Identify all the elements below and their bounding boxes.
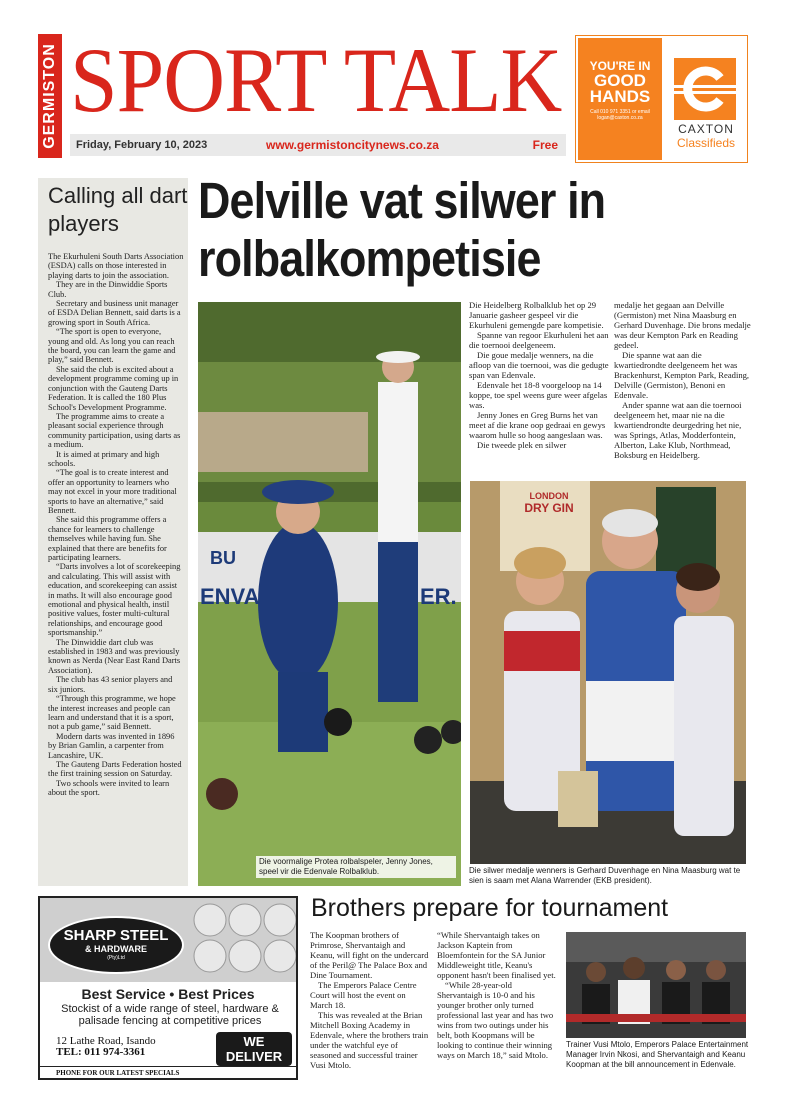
paragraph: Modern darts was invented in 1896 by Brian Gamlin, a carpenter from Lancashire, UK. bbox=[48, 731, 175, 760]
paragraph: Edenvale het 18-8 voorgeloop na 14 koppe, toe spel weens gure weer afgelas was. bbox=[469, 380, 608, 410]
price-label: Free bbox=[532, 138, 558, 152]
paragraph: The Koopman brothers of Primrose, Shervantaigh and Keanu, will fight on the undercard of the Peril@ The Palace Box and Dine Tournament. bbox=[310, 930, 429, 980]
paragraph: The programme aims to create a pleasant social experience through community participation, using darts as a medium. bbox=[48, 411, 181, 450]
caxton-classifieds-ad[interactable] bbox=[575, 35, 748, 163]
paragraph: medalje het gegaan aan Delville (Germiston) met Nina Maasburg en Gerhard Duvenhage. Die brons medalje was deur Kempton Park en Reading gedeel. bbox=[614, 300, 751, 350]
ad-contact: Call 010 971 3351 or email logan@caxton.co.za bbox=[590, 109, 650, 121]
date-strip bbox=[70, 134, 566, 156]
paragraph: Die Heidelberg Rolbalklub het op 29 Januarie gasheer gespeel vir die Ekurhuleni gemengde pare kompetisie. bbox=[469, 300, 604, 330]
photo-caption: Die silwer medalje wenners is Gerhard Duvenhage en Nina Maasburg wat te sien is saam met Alana Warrender (EKB president). bbox=[469, 866, 741, 885]
photo-sign-text: ER. bbox=[420, 584, 457, 609]
ad-line-3: HANDS bbox=[589, 87, 651, 106]
main-headline: Delville vat silwer in rolbalkompetisie bbox=[198, 172, 606, 287]
medal-winners-photo bbox=[470, 481, 746, 864]
logo-name-2: & HARDWARE bbox=[85, 944, 147, 954]
photo-sign-text: DRY GIN bbox=[524, 501, 574, 515]
paragraph: Two schools were invited to learn about the sport. bbox=[48, 778, 170, 798]
paragraph: Die spanne wat aan die kwartiedrondte deelgeneem het was Brackenhurst, Kempton Park, Reading, Delville (Germiston), Benoni en Edenvale. bbox=[614, 350, 750, 400]
paragraph: “Darts involves a lot of scorekeeping and calculating. This will assist with education, and scorekeeping can assist in maths. It will also encourage good emotional and physical health, instil positive values, foster multi-cultural relationships, and encourage good sportsmanship.” bbox=[48, 562, 181, 638]
deliver-line-2: DELIVER bbox=[225, 1049, 283, 1064]
paragraph: This was revealed at the Brian Mitchell Boxing Academy in Edenvale, where the brothers train under the watchful eye of seasoned and successful trainer Vusi Mtolo. bbox=[310, 1010, 429, 1070]
sidebar-body bbox=[48, 252, 184, 798]
caxton-logo-icon bbox=[674, 58, 736, 120]
deliver-line-1: WE bbox=[243, 1034, 265, 1049]
sharp-steel-ad[interactable] bbox=[38, 896, 298, 1080]
paragraph: Die tweede plek en silwer bbox=[477, 440, 567, 450]
photo-sign-text: BU bbox=[210, 548, 236, 568]
paragraph: They are in the Dinwiddie Sports Club. bbox=[48, 280, 168, 299]
issue-date: Friday, February 10, 2023 bbox=[76, 139, 208, 151]
article-column bbox=[437, 930, 559, 1060]
ad-phone: TEL: 011 974-3361 bbox=[56, 1046, 146, 1058]
paragraph: “The sport is open to everyone, young and old. As long you can reach the board, you can learn the game and play,” said Bennett. bbox=[48, 327, 176, 365]
photo-sign bbox=[514, 491, 584, 515]
ad-address: 12 Lathe Road, Isando bbox=[56, 1035, 156, 1047]
boxing-headline: Brothers prepare for tournament bbox=[311, 894, 669, 922]
masthead bbox=[38, 29, 566, 158]
boxers-photo bbox=[566, 932, 746, 1038]
caxton-sub: Classifieds bbox=[676, 136, 736, 150]
article-column bbox=[310, 930, 430, 1070]
paragraph: She said the club is excited about a development programme coming up in conjunction with the Gauteng Darts Federation. It is called the 180 Plus School's Development Programme. bbox=[48, 364, 179, 412]
caxton-brand: CAXTON bbox=[678, 122, 734, 136]
darts-sidebar bbox=[38, 178, 188, 886]
photo-caption: Trainer Vusi Mtolo, Emperors Palace Entertainment Manager Irvin Nkosi, and Shervantaigh and Keanu Koopman at the bill announcement in Edenvale. bbox=[566, 1040, 749, 1069]
article-column bbox=[469, 300, 609, 450]
paragraph: “Through this programme, we hope the interest increases and people can learn and understand that it is a sport, not a pub game,” said Bennett. bbox=[48, 694, 176, 732]
sharp-steel-logo bbox=[48, 916, 184, 974]
paragraph: Spanne van regoor Ekurhuleni het aan die toernooi deelgeneem. bbox=[469, 330, 609, 350]
logo-name-3: (Pty)Ltd bbox=[107, 955, 125, 961]
ad-line-1: YOU'RE IN bbox=[589, 59, 651, 73]
paragraph: Ander spanne wat aan die toernooi deelgeneem het, maar nie na die kwartiendrondte deurgedring het nie, was Springs, Atlas, Modderfontein, Alberton, Lake Klub, Northmead, Boksburg en Heidelberg. bbox=[614, 400, 742, 460]
paragraph: She said this programme offers a chance for learners to challenge themselves while having fun. She explained that there are benefits for participating learners. bbox=[48, 515, 167, 562]
logo-name-1: SHARP STEEL bbox=[63, 927, 169, 944]
paragraph: It is aimed at primary and high schools. bbox=[48, 449, 160, 468]
paragraph: The Ekurhuleni South Darts Association (ESDA) calls on those interested in playing darts to join the association. bbox=[48, 252, 184, 280]
paragraph: Secretary and business unit manager of ESDA Delian Bennett, said darts is a growing sport in South Africa. bbox=[48, 299, 181, 327]
paragraph: “While Shervantaigh takes on Jackson Kaptein from Bloemfontein for the SA Junior Middleweight title, Keanu's opponent hasn't been finalised yet. bbox=[437, 930, 556, 980]
lawn-bowls-photo bbox=[198, 302, 461, 886]
photo-sign-text: ENVA bbox=[200, 584, 260, 609]
ad-footer: PHONE FOR OUR LATEST SPECIALS bbox=[40, 1066, 296, 1078]
website-link[interactable]: www.germistoncitynews.co.za bbox=[266, 138, 439, 152]
photo-sign-text: LONDON bbox=[529, 491, 569, 501]
paragraph: The Gauteng Darts Federation hosted the first training session on Saturday. bbox=[48, 759, 182, 779]
photo-caption: Die voormalige Protea rolbalspeler, Jenny Jones, speel vir die Edenvale Rolbalklub. bbox=[256, 856, 456, 878]
ad-orange-panel bbox=[578, 38, 662, 160]
paragraph: “While 28-year-old Shervantaigh is 10-0 and his younger brother only turned professional last year and has two wins from two outings under his belt, both Koopmans will be looking to continue their winning ways on March 18,” said Mtolo. bbox=[437, 980, 554, 1060]
section-label: GERMISTON bbox=[41, 43, 58, 149]
deliver-badge bbox=[216, 1032, 292, 1066]
ad-description: Stockist of a wide range of steel, hardware & palisade fencing at competitive prices bbox=[61, 1003, 279, 1027]
ad-line-2: GOOD bbox=[594, 71, 646, 90]
sidebar-headline: Calling all dart players bbox=[48, 183, 188, 236]
ad-slogan: Best Service • Best Prices bbox=[81, 986, 255, 1002]
paragraph: Jenny Jones en Greg Burns het van meet af die krane oop gedraai en gewys waarom hulle so hoog aangeslaan was. bbox=[469, 410, 606, 440]
paragraph: The Emperors Palace Centre Court will host the event on March 18. bbox=[310, 980, 417, 1010]
paragraph: “The goal is to create interest and offer an opportunity to learners who may not excel in your more traditional sports to have an alternative,” said Bennett. bbox=[48, 468, 177, 515]
newspaper-title: SPORT TALK bbox=[70, 29, 562, 131]
paragraph: The club has 43 senior players and six juniors. bbox=[48, 675, 173, 694]
paragraph: The Dinwiddie dart club was established in 1983 and was previously known as Nerda (Near East Rand Darts Association). bbox=[48, 637, 181, 675]
section-label-bar bbox=[38, 34, 62, 158]
article-column bbox=[614, 300, 754, 460]
paragraph: Die goue medalje wenners, na die afloop van die toernooi, was die gedugte span van Edenvale. bbox=[469, 350, 609, 380]
